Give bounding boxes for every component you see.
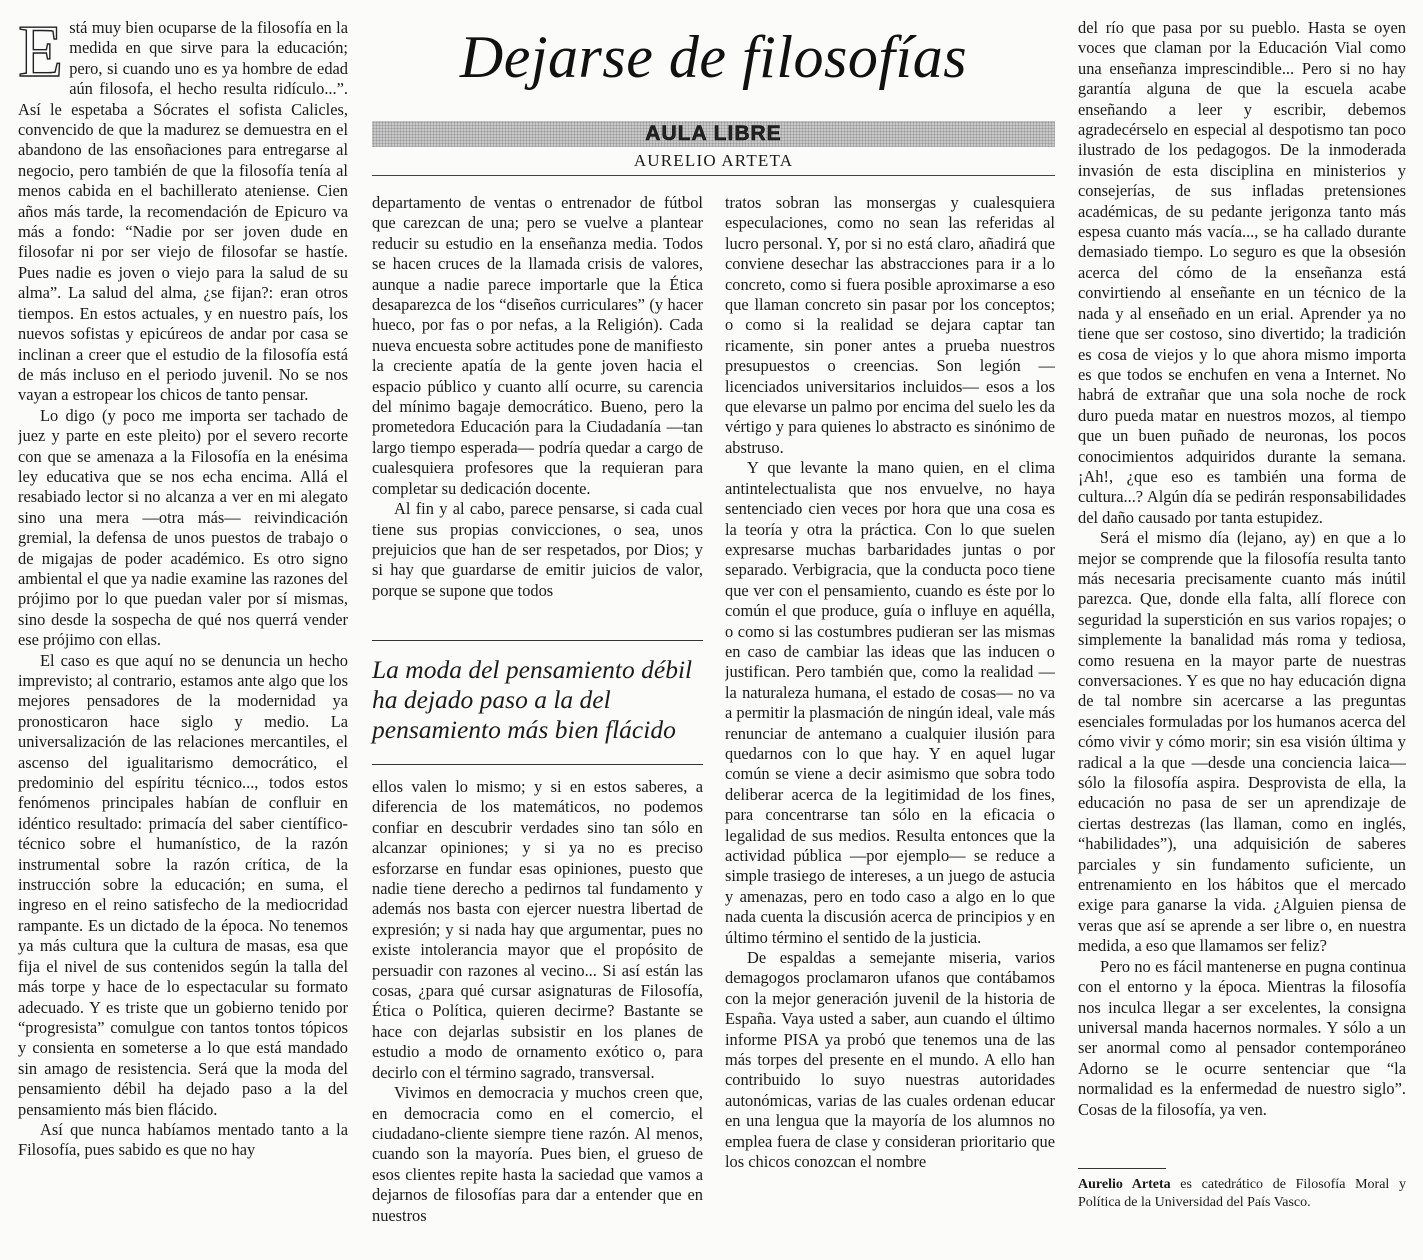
- paragraph: Así que nunca habíamos mentado tanto a la Filosofía, pues sabido es que no hay: [18, 1119, 348, 1160]
- paragraph: Al fin y al cabo, parece pensarse, si cada cual tiene sus propias convicciones, o sea, unos prejuicios que han de ser respetados, por Dios; y si hay que guardarse de emitir juicios de valor, porque se supone que todos: [372, 499, 703, 600]
- paragraph: Lo digo (y poco me importa ser tachado de juez y parte en este pleito) por el severo recorte con que se amenaza a la Filosofía en la enésima ley educativa que se nos echa encima. Allá el resabiado lector si no alcanza a ver en mi alegato sino una mera —otra más— reivindicación gremial, la defensa de unos puestos de trabajo o de migajas de poder académico. Es otro signo ambiental el que ya nadie examine las razones del prójimo por lo que puedan valer por sí mismas, sino desde la sospecha de qué nos querrá vender ese prójimo con ellas.: [18, 405, 348, 650]
- author-bio-text: es catedrático de Filosofía Moral y Política de la Universidad del País Vasco.: [1078, 1177, 1406, 1210]
- paragraph: [18, 18, 348, 406]
- article-column-1: [18, 18, 348, 1250]
- paragraph-text: stá muy bien ocuparse de la filosofía en la medida en que sirve para la educación; pero, si cuando uno es ya hombre de edad aún filosofa, el hecho resulta ridículo...”. Así le espetaba a Sócrates el sofista Calicles, convencido de que la madurez se demuestra en el abandono de las ensoñaciones para entregarse al negocio, pero también de que la filosofía tenía al menos cabida en el bachillerato ateniense. Cien años más tarde, la recomendación de Epicuro va más a fondo: “Nadie por ser joven dude en filosofar ni por ser viejo de filosofar se hastíe. Pues nadie es joven o viejo para la salud de su alma”. La salud del alma, ¿se fijan?: eran otros tiempos. En estos actuales, y en nuestro país, los nuevos sofistas y epicúreos de andar por casa se inclinan a creer que el estudio de la filosofía está de más incluso en el periodo juvenil. No se nos vayan a estropear los chicos de tanto pensar.: [18, 18, 348, 405]
- section-banner: [372, 121, 1055, 147]
- paragraph: ellos valen lo mismo; y si en estos saberes, a diferencia de los matemáticos, no podemos confiar en descubrir verdades sino tan sólo en alcanzar opiniones; y si ya no es preciso esforzarse en fundar esas opiniones, puesto que nadie tiene derecho a pedirnos tal fundamento y además nos basta con ejercer nuestra libertad de expresión; y si nada hay que argumentar, pues no existe intolerancia mayor que el propósito de persuadir con razones al vecino... Si así están las cosas, ¿para qué cursar asignaturas de Filosofía, Ética o Política, quieren decirme? Bastante se hace con dejarlas subsistir en los planes de estudio a modo de ornamento exótico o, para decirlo con el término sagrado, transversal.: [372, 777, 703, 1082]
- paragraph: tratos sobran las monsergas y cualesquiera especulaciones, como no sean las referidas al lucro personal. Y, por si no está claro, añadirá que conviene desechar las abstracciones para ir a lo concreto, como si fuera posible aproximarse a eso que llaman concreto sin pasar por los conceptos; o como si la realidad se dejara captar tan ricamente, sin poner antes a prueba nuestros presupuestos o creencias. Son legión —licenciados universitarios incluidos— esos a los que elevarse un palmo por encima del suelo les da vértigo y para quienes lo abstracto es sinónimo de abstruso.: [725, 193, 1055, 457]
- author-bio: [1078, 1176, 1406, 1212]
- author-bio-name: Aurelio Arteta: [1078, 1177, 1171, 1192]
- header-divider: [372, 175, 1055, 176]
- paragraph: Será el mismo día (lejano, ay) en que a lo mejor se comprende que la filosofía resulta tanto más necesaria precisamente cuanto más inútil parezca. Que, donde ella falta, allí florece con seguridad la superstición en sus varios ropajes; o simplemente la banalidad más roma y tediosa, como resuena en la mayor parte de nuestras conversaciones. Y es que no hay educación digna de tal nombre sin acercarse a las preguntas esenciales formuladas por los humanos acerca del cómo vivir y cómo morir; sin esa visión última y radical a la que —desde una conciencia laica— sólo la filosofía aspira. Desprovista de ella, la educación no pasa de ser un aprendizaje de ciertas destrezas (las llaman, como en inglés, “habilidades”), una adquisición de saberes parciales y sin fundamento suficiente, un entrenamiento en los hábitos que el mercado exige para ganarse la vida. ¿Alguien piensa de veras que así se aprende a ser libre o, en nuestra medida, a eso que llamamos ser feliz?: [1078, 528, 1406, 956]
- paragraph: Pero no es fácil mantenerse en pugna continua con el entorno y la época. Mientras la filosofía nos inculca llegar a ser excelentes, la consigna universal manda hacernos normales. Y sólo a un ser anormal como al pensador contemporáneo Adorno se le ocurre sentenciar que “la normalidad es la enfermedad de nuestro siglo”. Cosas de la filosofía, ya ven.: [1078, 956, 1406, 1119]
- paragraph: departamento de ventas o entrenador de fútbol que carezcan de una; pero se vuelve a plantear reducir su estudio en la enseñanza media. Todos se hacen cruces de la llamada crisis de valores, aunque a nadie parece importarle que la Ética desaparezca de los “diseños curriculares” (y hacer hueco, por fas o por nefas, a la Religión). Cada nueva encuesta sobre actitudes pone de manifiesto la creciente apatía de la gente joven hacia el espacio público y cuanto allí ocurre, su carencia del mínimo bagaje democrático. Bueno, pero la prometedora Educación para la Ciudadanía —tan largo tiempo esperada— podría quedar a cargo de cualesquiera profesores que la requieran para completar su dedicación docente.: [372, 193, 703, 498]
- paragraph: Y que levante la mano quien, en el clima antintelectualista que nos envuelve, no haya sentenciado cien veces por hora que una cosa es la teoría y otra la práctica. Con lo que suelen expresarse muchas barbaridades juntas o por separado. Verbigracia, que la conducta poco tiene que ver con el pensamiento, cuando es éste por lo común el que produce, guía o influye en aquélla, o como si las costumbres pudieran ser las mismas en caso de cambiar las ideas que las inducen o justifican. Pero también que, como la realidad —la naturaleza humana, el estado de cosas— no va a permitir la plasmación de ningún ideal, vale más renunciar de antemano a cualquier ilusión para quedarnos con lo que hay. Y en aquel lugar común se viene a decir asimismo que sobra todo deliberar acerca de la legitimidad de los fines, para concentrarse tan sólo en la eficacia o legalidad de sus medios. Resulta entonces que la actividad pública —por ejemplo— se reduce a simple trasiego de intereses, a un juego de astucia y amenazas, pero en todo caso a algo en lo que nada cuenta la discusión acerca de principios y en último término el sentido de la justicia.: [725, 458, 1055, 947]
- article-column-2-upper: [372, 193, 703, 638]
- paragraph: Vivimos en democracia y muchos creen que, en democracia como en el comercio, el ciudadano-cliente siempre tiene razón. Al menos, cuando son la mayoría. Pues bien, el grueso de esos clientes repite hasta la saciedad que vamos a dejarnos de filosofías para dar a entender que en nuestros: [372, 1083, 703, 1225]
- paragraph: del río que pasa por su pueblo. Hasta se oyen voces que claman por la Educación Vial como una enseñanza imprescindible... Pero si no hay garantía alguna de que la escuela acabe enseñando a leer y escribir, debemos agradecérselo en especial al despotismo tan poco ilustrado de los pedagogos. De la inmoderada invasión de esta disciplina en ministerios y consejerías, de sus infladas pretensiones académicas, de su pedante jerigonza tanto más espesa cuanto más vacía..., se ha callado durante demasiado tiempo. Lo seguro es que la obsesión acerca del cómo de la enseñanza está convirtiendo al enseñante en un técnico de la nada y al enseñado en un erial. Aprender ya no tiene que ser costoso, sino divertido; la tradición es cosa de viejos y lo que ahora mismo importa es que todos se enchufen en vena a Internet. No habrá de extrañar que una sola noche de rock duro pueda matar en nuestros mozos, al tiempo que un buen puñado de neuronas, los pocos conocimientos adquiridos durante la semana. ¡Ah!, ¿que eso es también una forma de cultura...? Algún día se pedirán responsabilidades del daño causado por tanta estupidez.: [1078, 18, 1406, 527]
- pullquote: La moda del pensamiento débil ha dejado paso a la del pensamiento más bien flácido: [372, 655, 693, 744]
- paragraph: De espaldas a semejante miseria, varios demagogos proclamaron ufanos que contábamos con la mejor generación juvenil de la historia de España. Vaya usted a saber, aun cuando el último informe PISA ya probó que tenemos una de las más torpes del presente en el mundo. A ello han contribuido lo suyo nuestras autoridades autonómicas, varias de las cuales ordenan educar en una lengua que la mayoría de los alumnos no emplea fuera de clase y consideran prioritario que los chicos conozcan el nombre: [725, 948, 1055, 1172]
- article-column-4: [1078, 18, 1406, 1163]
- article-column-2-lower: [372, 777, 703, 1250]
- article-title: Dejarse de filosofías: [459, 24, 968, 90]
- paragraph: El caso es que aquí no se denuncia un hecho imprevisto; al contrario, estamos ante algo que los mejores pensadores de la modernidad ya pronosticaron hace siglo y medio. La universalización de las relaciones mercantiles, el ascenso del igualitarismo democrático, el predominio del espíritu técnico..., todos estos fenómenos principales habían de confluir en idéntico resultado: primacía del saber científico-técnico sobre el humanístico, de la razón instrumental sobre la razón crítica, de la instrucción sobre la educación; en suma, el ingreso en el reino satisfecho de la mediocridad rampante. Es un dictado de la época. No tenemos ya más cultura que la cultura de masas, esa que fija el nivel de sus contenidos según la talla del más torpe y hace de lo espectacular su formato adecuado. Y es triste que un gobierno tenido por “progresista” comulgue con tantos tontos tópicos y consienta en someterse a lo que está mandado sin amago de resistencia. Será que la moda del pensamiento débil ha dejado paso a la del pensamiento más bien flácido.: [18, 650, 348, 1119]
- bio-divider: [1078, 1168, 1166, 1169]
- pullquote-rule-bottom: [372, 764, 703, 765]
- author-byline: AURELIO ARTETA: [633, 151, 794, 170]
- section-label: AULA LIBRE: [645, 122, 782, 145]
- drop-cap: E: [18, 18, 64, 93]
- pullquote-rule-top: [372, 640, 703, 641]
- article-column-3: [725, 193, 1055, 1250]
